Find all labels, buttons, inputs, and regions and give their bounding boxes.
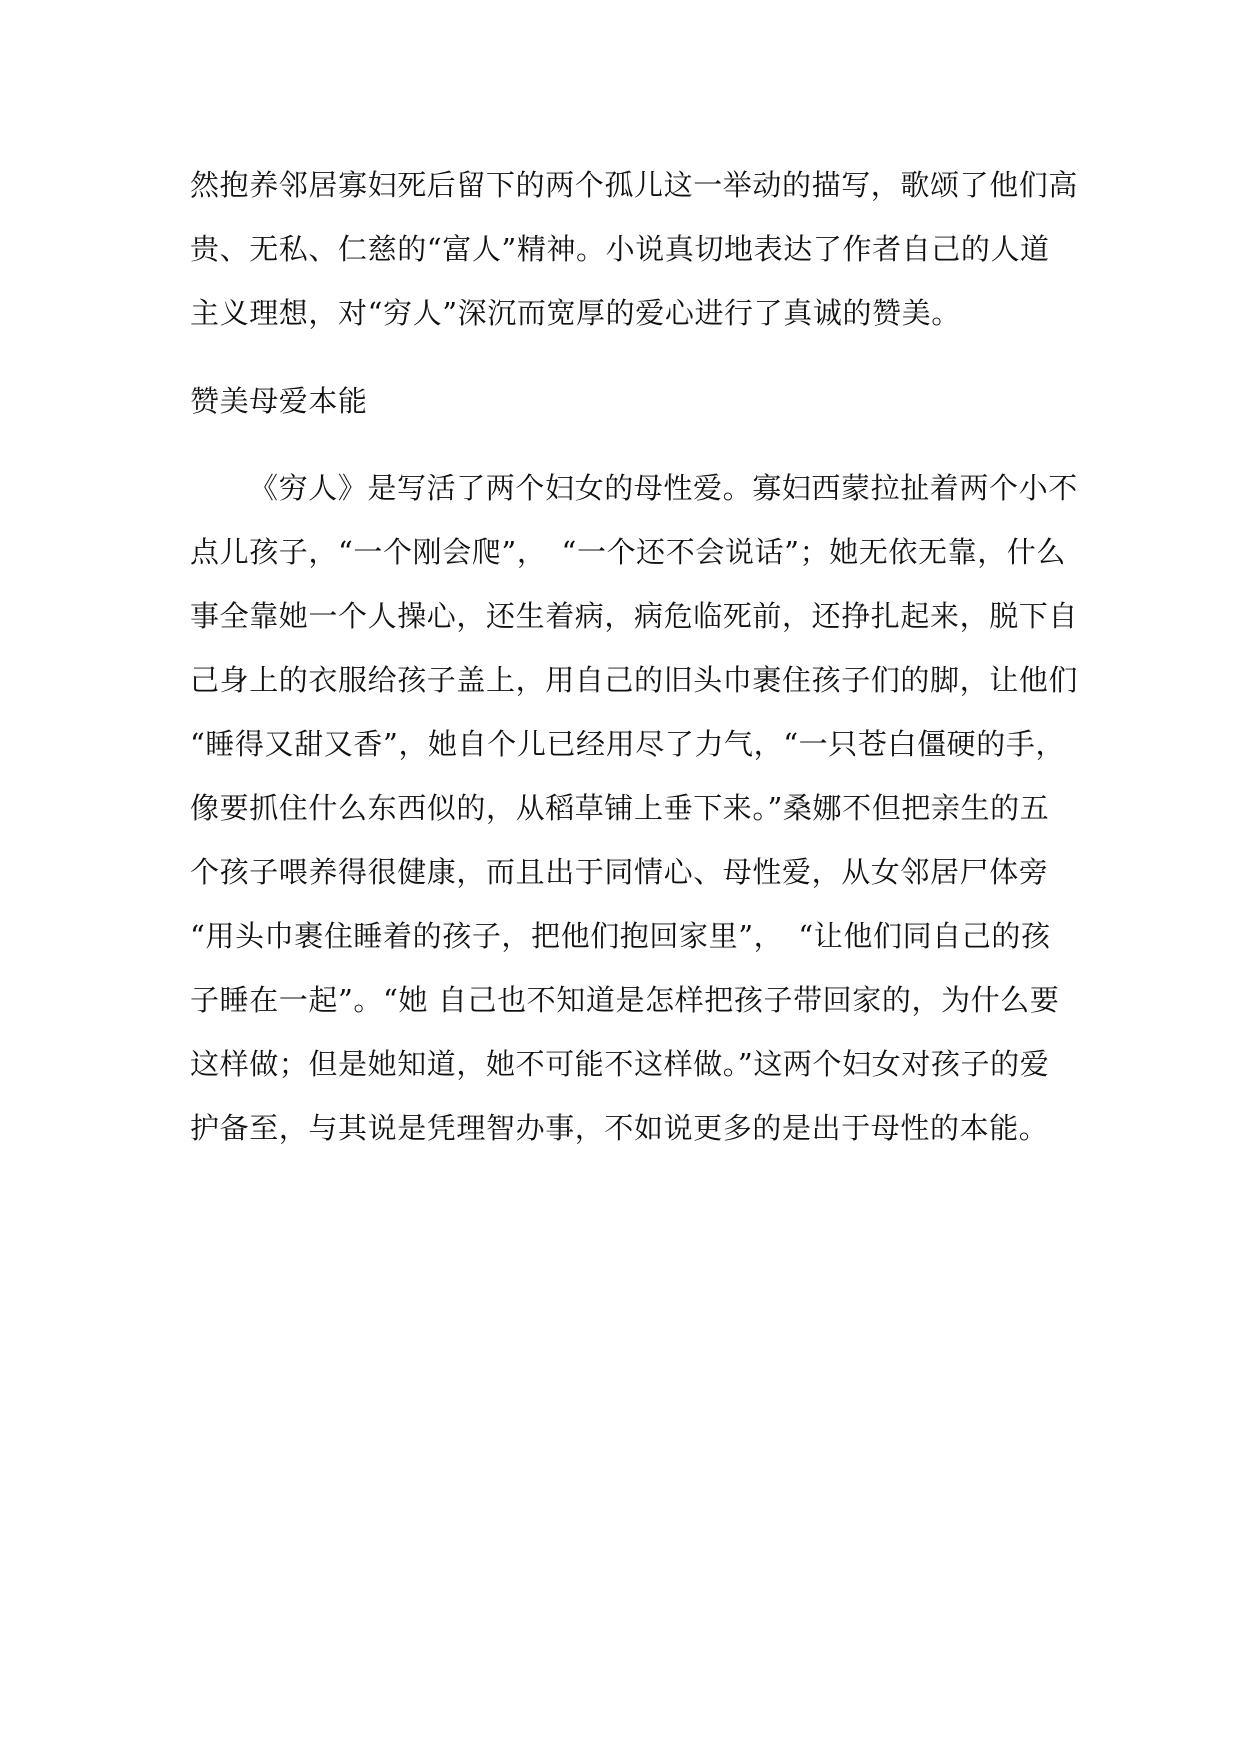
paragraph-line: 这样做；但是她知道，她不可能不这样做。”这两个妇女对孩子的爱 — [190, 1047, 1050, 1081]
paragraph-line: “用头巾裹住睡着的孩子，把他们抱回家里”， “让他们同自己的孩 — [190, 919, 1051, 953]
paragraph-line: 主义理想，对“穷人”深沉而宽厚的爱心进行了真诚的赞美。 — [190, 296, 961, 330]
paragraph-line: “睡得又甜又香”，她自个儿已经用尽了力气，“一只苍白僵硬的手， — [190, 727, 1066, 761]
paragraph-2 — [190, 456, 1079, 1160]
paragraph-line: 然抱养邻居寡妇死后留下的两个孤儿这一举动的描写，歌颂了他们高 — [190, 168, 1079, 202]
paragraph-line: 贵、无私、仁慈的“富人”精神。小说真切地表达了作者自己的人道 — [190, 232, 1050, 266]
paragraph-line: 像要抓住什么东西似的，从稻草铺上垂下来。”桑娜不但把亲生的五 — [190, 791, 1050, 825]
paragraph-1 — [190, 153, 1079, 345]
paragraph-line: 护备至，与其说是凭理智办事，不如说更多的是出于母性的本能。 — [190, 1111, 1049, 1145]
paragraph-line: 子睡在一起”。“她 自己也不知道是怎样把孩子带回家的，为什么要 — [190, 983, 1060, 1017]
paragraph-line: 点儿孩子，“一个刚会爬”， “一个还不会说话”；她无依无靠，什么 — [190, 535, 1067, 569]
paragraph-line: 事全靠她一个人操心，还生着病，病危临死前，还挣扎起来，脱下自 — [190, 599, 1079, 633]
paragraph-line: 个孩子喂养得很健康，而且出于同情心、母性爱，从女邻居尸体旁 — [190, 855, 1049, 889]
paragraph-line: 《穷人》是写活了两个妇女的母性爱。寡妇西蒙拉扯着两个小不 — [249, 471, 1078, 505]
paragraph-line: 己身上的衣服给孩子盖上，用自己的旧头巾裹住孩子们的脚，让他们 — [190, 663, 1079, 697]
section-heading: 赞美母爱本能 — [190, 384, 368, 418]
